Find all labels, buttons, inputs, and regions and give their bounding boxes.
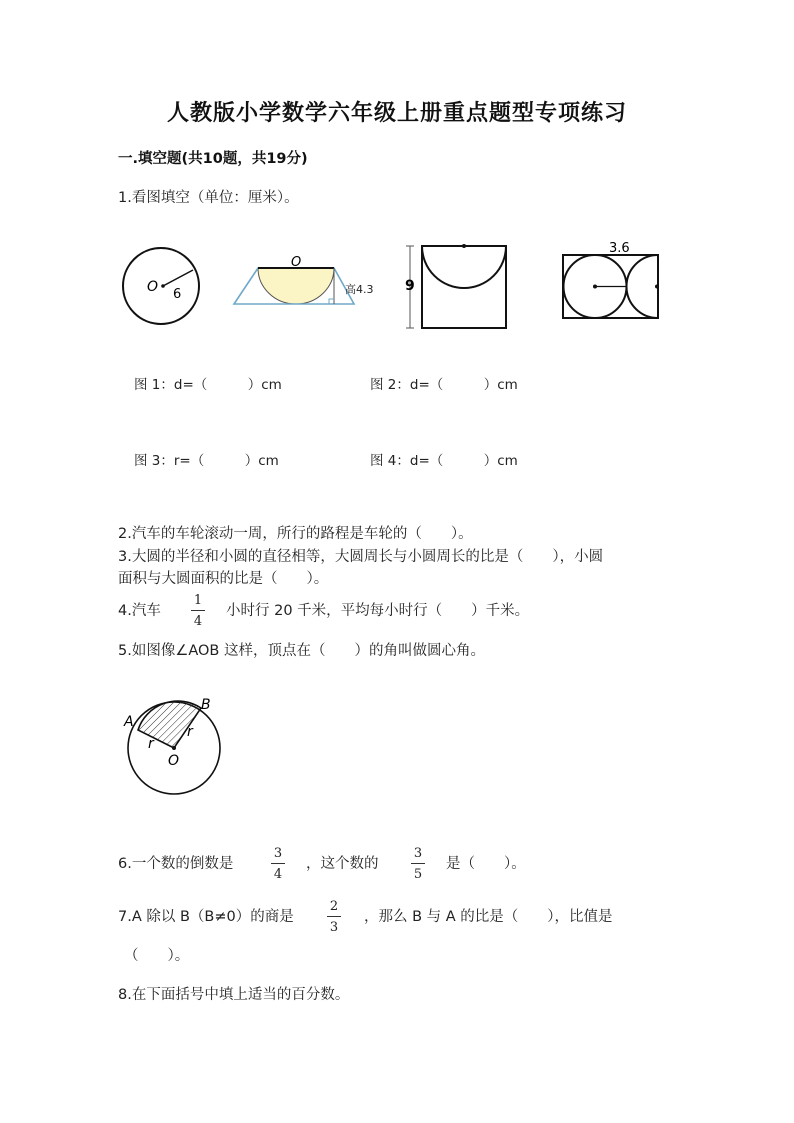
fraction-bar [327,916,341,917]
question-6-text-after: 是（ ）。 [446,856,526,872]
figure-4-rectangle [556,238,666,324]
figure-2-trapezoid [226,252,360,312]
figure-2-answer: 图 2：d=（ ）cm [370,377,518,393]
question-7-text-after: ，那么 B 与 A 的比是（ ），比值是 [364,909,613,925]
figure-3-side-label: 9 [405,278,415,294]
sector-label-o: O [168,753,180,769]
figure-4-answer: 图 4：d=（ ）cm [370,453,518,469]
section-heading: 一.填空题(共10题，共19分) [118,151,308,167]
question-4-text-before: 4.汽车 [118,603,161,619]
fraction-denominator: 5 [413,867,423,882]
fraction-bar [191,610,205,611]
sector-label-r-left: r [148,736,154,752]
question-6-text-before: 6.一个数的倒数是 [118,856,234,872]
figure-3-square [402,240,510,332]
page-title: 人教版小学数学六年级上册重点题型专项练习 [166,100,627,126]
question-7-fraction [324,899,344,935]
fraction-numerator: 3 [413,846,423,861]
fraction-numerator: 2 [329,899,339,914]
question-2: 2.汽车的车轮滚动一周，所行的路程是车轮的（ ）。 [118,526,473,542]
fraction-denominator: 3 [329,920,339,935]
sector-label-a: A [124,714,134,730]
fraction-numerator: 3 [273,846,283,861]
figure-1-circle [118,246,208,328]
question-5: 5.如图像∠AOB 这样，顶点在（ ）的角叫做圆心角。 [118,643,485,659]
fraction-denominator: 4 [193,614,203,629]
fraction-bar [271,863,285,864]
question-1: 1.看图填空（单位：厘米）。 [118,190,299,206]
figure-3-answer: 图 3：r=（ ）cm [134,453,279,469]
question-4-fraction [188,593,208,629]
figure-1-answer: 图 1：d=（ ）cm [134,377,282,393]
question-4-text-after: 小时行 20 千米，平均每小时行（ ）千米。 [226,603,530,619]
figure-1-radius-label: 6 [173,287,182,302]
fraction-denominator: 4 [273,867,283,882]
figure-4-length-label: 3.6 [609,241,630,256]
figure-2-height-label: 高4.3 [345,283,374,296]
fraction-numerator: 1 [193,593,203,608]
fraction-bar [411,863,425,864]
sector-angle-figure [118,694,230,800]
sector-label-r-right: r [187,724,193,740]
question-7-text-before: 7.A 除以 B（B≠0）的商是 [118,909,294,925]
figure-2-center-label: O [291,255,302,270]
question-7-line-2: （ ）。 [124,948,190,964]
question-3-line-1: 3.大圆的半径和小圆的直径相等，大圆周长与小圆周长的比是（ ），小圆 [118,549,604,565]
question-6-text-middle: ，这个数的 [306,856,379,872]
question-6-fraction-2 [408,846,428,882]
sector-label-b: B [201,697,211,713]
question-8: 8.在下面括号中填上适当的百分数。 [118,987,350,1003]
question-3-line-2: 面积与大圆面积的比是（ ）。 [118,571,329,587]
question-6-fraction-1 [268,846,288,882]
figure-1-center-label: O [147,279,159,295]
